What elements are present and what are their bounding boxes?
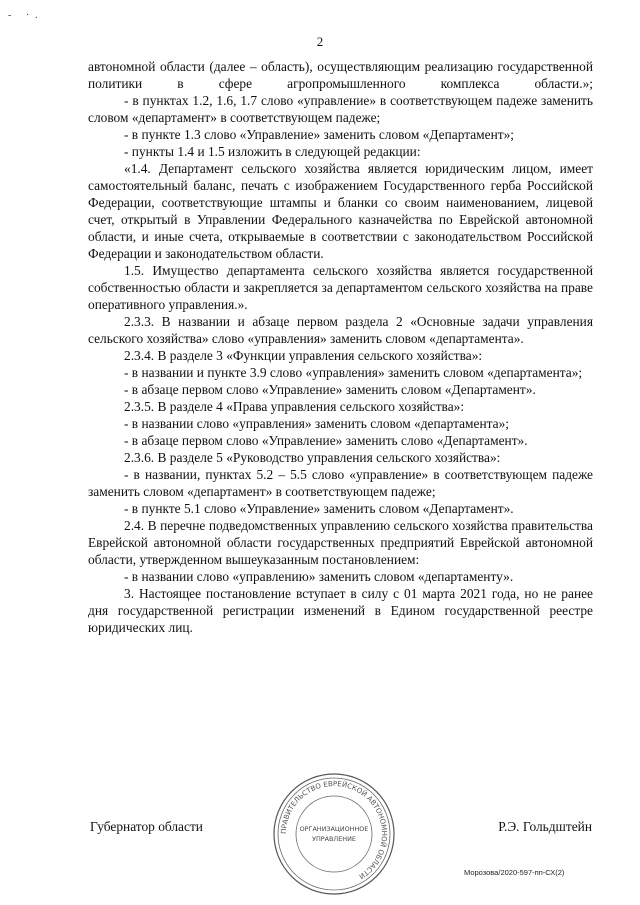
section-heading: 2.3.6. В разделе 5 «Руководство управления сельского хозяйства»: [124, 450, 501, 465]
scan-specks: - ·. [8, 10, 44, 21]
page-number: 2 [316, 34, 324, 49]
paragraph-continuation: автономной области (далее – область), осуществляющим реализацию государственной политики в сфере агропромышленного комплекса области.»; [88, 59, 593, 91]
signatory-title: Губернатор области [90, 819, 203, 834]
document-code: Морозова/2020-597-пп-СХ(2) [464, 868, 565, 877]
amendment-item: - в пункте 1.3 слово «Управление» заменить словом «Департамент»; [124, 127, 515, 142]
amendment-item: - в названии слово «управлению» заменить словом «департаменту». [124, 569, 514, 584]
section-paragraph: 2.3.3. В названии и абзаце первом раздела 2 «Основные задачи управления сельского хозяйства» слово «управления» заменить словом «департамента». [88, 314, 593, 346]
signatory-name: Р.Э. Гольдштейн [498, 819, 592, 834]
official-seal [268, 768, 400, 900]
amendment-item: - в пункте 5.1 слово «Управление» заменить словом «Департамент». [124, 501, 514, 516]
document-body [88, 58, 593, 636]
amendment-item: - в пунктах 1.2, 1.6, 1.7 слово «управление» в соответствующем падеже заменить словом «департамент» в соответствующем падеже; [88, 93, 593, 125]
effective-date-paragraph: 3. Настоящее постановление вступает в силу с 01 марта 2021 года, но не ранее дня государственной регистрации изменений в Едином государственной реестре юридических лиц. [88, 586, 593, 635]
seal-center-text: УПРАВЛЕНИЕ [312, 835, 356, 843]
amendment-item: - в названии, пунктах 5.2 – 5.5 слово «управление» в соответствующем падеже заменить словом «департамент» в соответствующем падеже; [88, 467, 593, 499]
amendment-item: - в абзаце первом слово «Управление» заменить словом «Департамент». [124, 382, 536, 397]
amendment-item: - в названии и пункте 3.9 слово «управления» заменить словом «департамента»; [124, 365, 583, 380]
section-heading: 2.3.4. В разделе 3 «Функции управления сельского хозяйства»: [124, 348, 483, 363]
amendment-item: - в названии слово «управления» заменить словом «департамента»; [124, 416, 510, 431]
section-paragraph: 2.4. В перечне подведомственных управлению сельского хозяйства правительства Еврейской автономной области государственных предприятий Еврейской автономной области, утвержденном вышеуказанным постановлением: [88, 518, 593, 567]
amendment-item: - в абзаце первом слово «Управление» заменить слово «Департамент». [124, 433, 528, 448]
section-heading: 2.3.5. В разделе 4 «Права управления сельского хозяйства»: [124, 399, 465, 414]
quoted-clause: «1.4. Департамент сельского хозяйства является юридическим лицом, имеет самостоятельный баланс, печать с изображением Государственного герба Российской Федерации, соответствующие штампы и бланки со своим наименованием, лицевой счет, открытый в Управлении Федерального казначейства по Еврейской автономной области, и иные счета, открываемые в соответствии с законодательством Российской Федерации и законодательством области. [88, 161, 593, 261]
quoted-clause: 1.5. Имущество департамента сельского хозяйства является государственной собственностью области и закрепляется за департаментом сельского хозяйства на праве оперативного управления.». [88, 263, 593, 312]
amendment-item: - пункты 1.4 и 1.5 изложить в следующей редакции: [124, 144, 421, 159]
seal-ring-text: ПРАВИТЕЛЬСТВО ЕВРЕЙСКОЙ АВТОНОМНОЙ ОБЛАСТИ [279, 779, 389, 881]
seal-center-text: ОРГАНИЗАЦИОННОЕ [299, 825, 369, 833]
